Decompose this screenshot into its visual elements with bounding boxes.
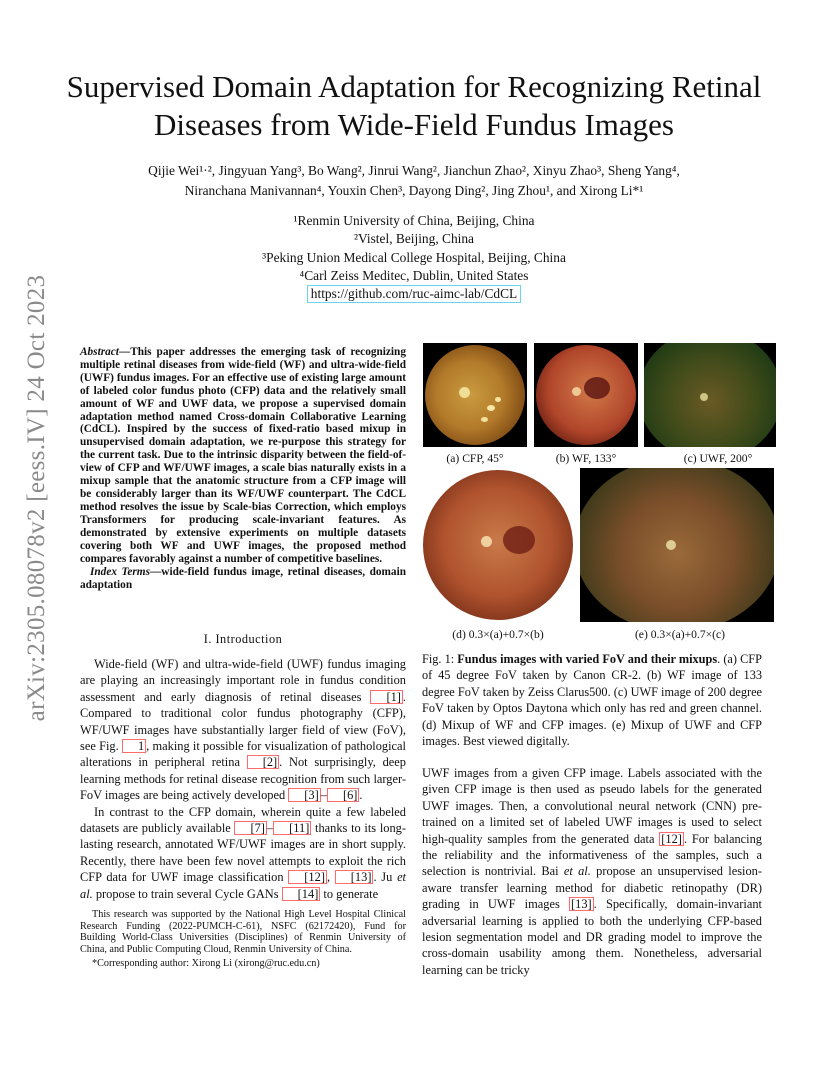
subfigure-caption-e: (e) 0.3×(a)+0.7×(c) [634,628,726,641]
authors-line-2: Niranchana Manivannan⁴, Youxin Chen³, Dayong Ding², Jing Zhou¹, and Xirong Li*¹ [184,183,644,198]
arxiv-sidebar [14,274,60,722]
figure-link[interactable]: 1 [122,739,146,753]
authors-line-1: Qijie Wei¹·², Jingyuan Yang³, Bo Wang², Jinrui Wang², Jianchun Zhao², Xinyu Zhao³, Sheng Yang⁴, [148,163,680,178]
author-list [100,161,728,201]
citation-link[interactable]: [12] [661,831,682,846]
citation-link[interactable]: [14] [282,887,321,901]
index-terms-text: —wide-field fundus image, retinal diseases, domain adaptation [80,566,406,592]
subfigure-caption-b: (b) WF, 133° [555,452,617,465]
affiliations [180,212,648,303]
citation-link[interactable]: [2] [247,755,279,769]
figure-image-d-mixup-wf [423,470,573,620]
figure-image-e-mixup-uwf [580,468,774,622]
citation-link[interactable]: [3] [288,788,320,802]
abstract-text: —This paper addresses the emerging task of recognizing multiple retinal diseases from wide-field (WF) and ultra-wide-field (UWF) fundus images. For an effective use of existing large amount of labeled color fundus photo (CFP) data and the relatively small amount of WF and UWF data, we propose a supervised domain adaptation method named Cross-domain Collaborative Learning (CdCL). Inspired by the success of fixed-ratio based mixup in unsupervised domain adaptation, we re-purpose this strategy for the current task. Due to the intrinsic disparity between the field-of-view of CFP and WF/UWF images, a scale bias naturally exists in a mixup sample that the anatomic structure from a CFP image will be considerably larger than its WF/UWF counterpart. The CdCL method resolves the issue by Scale-bias Correction, which employs Transformers for producing scale-invariant features. As demonstrated by extensive experiments on multiple datasets covering both WF and UWF images, the proposed method compares favorably against a number of competitive baselines. [80,346,406,565]
paper-title: Supervised Domain Adaptation for Recognizing Retinal Diseases from Wide-Field Fundus Images [66,69,762,142]
subfigure-caption-d: (d) 0.3×(a)+0.7×(b) [452,628,544,641]
citation-link[interactable]: [11] [273,821,311,835]
affiliation-2: ²Vistel, Beijing, China [354,231,474,247]
right-column-body [422,765,762,978]
citation-link[interactable]: [12] [288,870,327,884]
affiliation-4: ⁴Carl Zeiss Meditec, Dublin, United States [299,267,529,283]
citation-link[interactable]: [6] [327,788,359,802]
citation-link[interactable]: [1] [370,690,402,704]
affiliation-1: ¹Renmin University of China, Beijing, China [293,213,535,228]
figure-image-a-cfp [423,343,527,447]
citation-link[interactable]: [13] [571,897,592,912]
right-paragraph: UWF images from a given CFP image. Labels associated with the given CFP image is then used as pseudo labels for the generated UWF images. Then, a convolutional neural network (CNN) pre-trained on a limited set of labeled UWF images is used to select high-quality samples from the generated data [12] . For balancing the reliability and the informativeness of the samples, such a selection is nontrivial. Bai et al. propose an unsupervised lesion-aware transfer learning method for diabetic retinopathy (DR) grading in UWF images [13] . Specifically, domain-invariant adversarial learning is applied to both the underlying CFP-based lesion segmentation model and DR grading model to improve the cross-domain usability among them. Nonetheless, adversarial learning can be tricky [422,766,763,977]
subfigure-caption-a: (a) CFP, 45° [446,452,504,465]
intro-paragraph-2: In contrast to the CFP domain, wherein quite a few labeled datasets are publicly available [7] – [11] thanks to its long-lasting research, annotated WF/UWF images are in short supply. Recently, there have been few novel attempts to exploit the rich CFP data for UWF image classification [12] , [13] . Ju et al. propose to train several Cycle GANs [14] to generate [80,804,407,901]
intro-paragraph-1: Wide-field (WF) and ultra-wide-field (UWF) fundus imaging are playing an increasingly important role in fundus condition assessment and early diagnosis of retinal diseases [1] . Compared to traditional color fundus photography (CFP), WF/UWF images have substantially larger field of view (FoV), see Fig. 1 , making it possible for visualization of pathological alterations in peripheral retina [2] . Not surprisingly, deep learning methods for retinal disease recognition from such larger-FoV images are being actively developed [3] – [6] . [80,657,406,803]
citation-link[interactable]: [7] [234,821,266,835]
figure-label: Fig. 1: [422,652,455,666]
figure-image-b-wf [534,343,638,447]
affiliation-3: ³Peking Union Medical College Hospital, Beijing, China [262,249,566,265]
index-terms-label: Index Terms [90,566,150,579]
abstract-label: Abstract [80,346,119,358]
figure-caption-title: Fundus images with varied FoV and their mixups [457,652,718,666]
funding-footnote: This research was supported by the National High Level Hospital Clinical Research Funding (2022-PUMCH-C-61), NSFC (62172420), Fund for Building World-Class Universities (Disciplines) of Renmin University of China, and Public Computing Cloud, Renmin University of China. [80,909,406,955]
figure-caption-text: . (a) CFP of 45 degree FoV taken by Canon CR-2. (b) WF image of 133 degree FoV taken by Zeiss Clarus500. (c) UWF image of 200 degree FoV taken by Optos Daytona which only has red and green channel. (d) Mixup of WF and CFP images. (e) Mixup of UWF and CFP images. Best viewed digitally. [422,652,762,749]
repo-link[interactable]: https://github.com/ruc-aimc-lab/CdCL [307,285,521,303]
subfigure-caption-c: (c) UWF, 200° [683,452,753,465]
figure-caption [422,651,762,749]
abstract [80,346,406,592]
footnotes [80,909,406,970]
citation-link[interactable]: [13] [335,870,374,884]
corresponding-footnote: *Corresponding author: Xirong Li (xirong@ruc.edu.cn) [92,958,320,970]
figure-image-c-uwf [644,343,776,447]
intro-body [80,656,406,902]
section-heading-introduction: I. Introduction [203,632,283,646]
arxiv-identifier: arXiv:2305.08078v2 [eess.IV] 24 Oct 2023 [23,274,50,722]
